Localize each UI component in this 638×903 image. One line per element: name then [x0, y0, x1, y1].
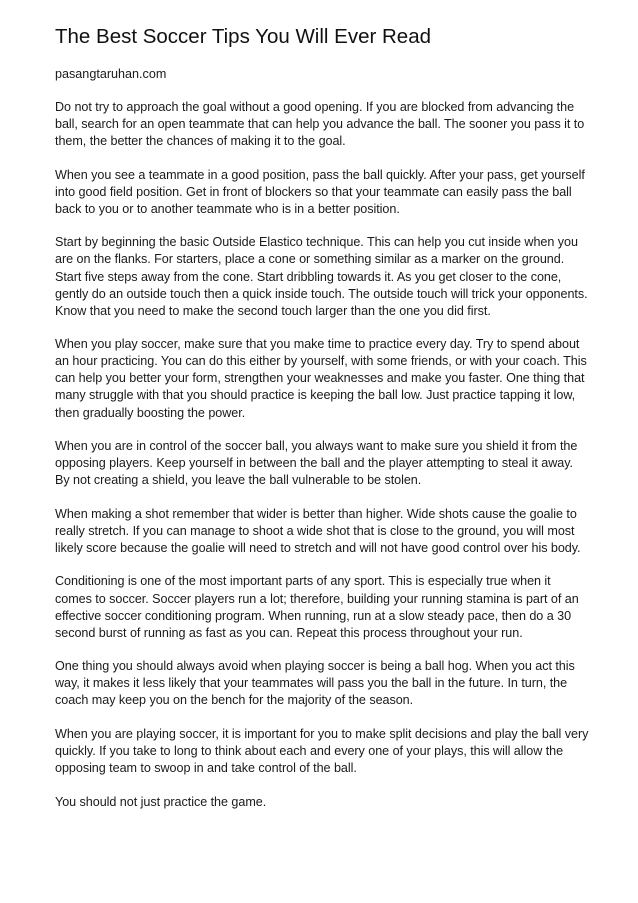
document-page [55, 24, 590, 827]
source-site: pasangtaruhan.com [55, 67, 167, 81]
paragraph-1: Do not try to approach the goal without a good opening. If you are blocked from advancing the ball, search for an open teammate that can help you advance the ball. The sooner you pass it to them, the better the chances of making it to the goal. [55, 100, 585, 149]
paragraph-3: Start by beginning the basic Outside Elastico technique. This can help you cut inside when you are on the flanks. For starters, place a cone or something similar as a marker on the ground. Start five steps away from the cone. Start dribbling towards it. As you get closer to the cone, gently do an outside touch then a quick inside touch. The outside touch will trick your opponents. Know that you need to make the second touch larger than the one you did first. [55, 235, 588, 318]
paragraph-10: You should not just practice the game. [55, 794, 267, 809]
paragraph-7: Conditioning is one of the most important parts of any sport. This is especially true when it comes to soccer. Soccer players run a lot; therefore, building your running stamina is part of an effective soccer conditioning program. When running, run at a slow steady pace, then do a 30 second burst of running as fast as you can. Repeat this process throughout your run. [55, 574, 579, 640]
paragraph-5: When you are in control of the soccer ball, you always want to make sure you shield it from the opposing players. Keep yourself in between the ball and the player attempting to steal it away. By not creating a shield, you leave the ball vulnerable to be stolen. [55, 439, 578, 488]
document-title: The Best Soccer Tips You Will Ever Read [55, 25, 432, 48]
paragraph-9: When you are playing soccer, it is important for you to make split decisions and play the ball very quickly. If you take to long to think about each and every one of your plays, this will allow the opposing team to swoop in and take control of the ball. [55, 726, 589, 776]
paragraph-4: When you play soccer, make sure that you make time to practice every day. Try to spend about an hour practicing. You can do this either by yourself, with some friends, or with your coach. This can help you better your form, strengthen your weaknesses and make you faster. One thing that many struggle with that you should practice is keeping the ball low. Just practice tapping it low, then gradually boosting the power. [55, 337, 587, 420]
paragraph-2: When you see a teammate in a good position, pass the ball quickly. After your pass, get yourself into good field position. Get in front of blockers so that your teammate can easily pass the ball back to you or to another teammate who is in a better position. [55, 167, 585, 216]
paragraph-8: One thing you should always avoid when playing soccer is being a ball hog. When you act this way, it makes it less likely that your teammates will pass you the ball in the future. In turn, the coach may keep you on the bench for the majority of the season. [55, 659, 575, 708]
paragraph-6: When making a shot remember that wider is better than higher. Wide shots cause the goalie to really stretch. If you can manage to shoot a wide shot that is close to the ground, you will most likely score because the goalie will need to stretch and will not have good control over his body. [55, 506, 581, 555]
